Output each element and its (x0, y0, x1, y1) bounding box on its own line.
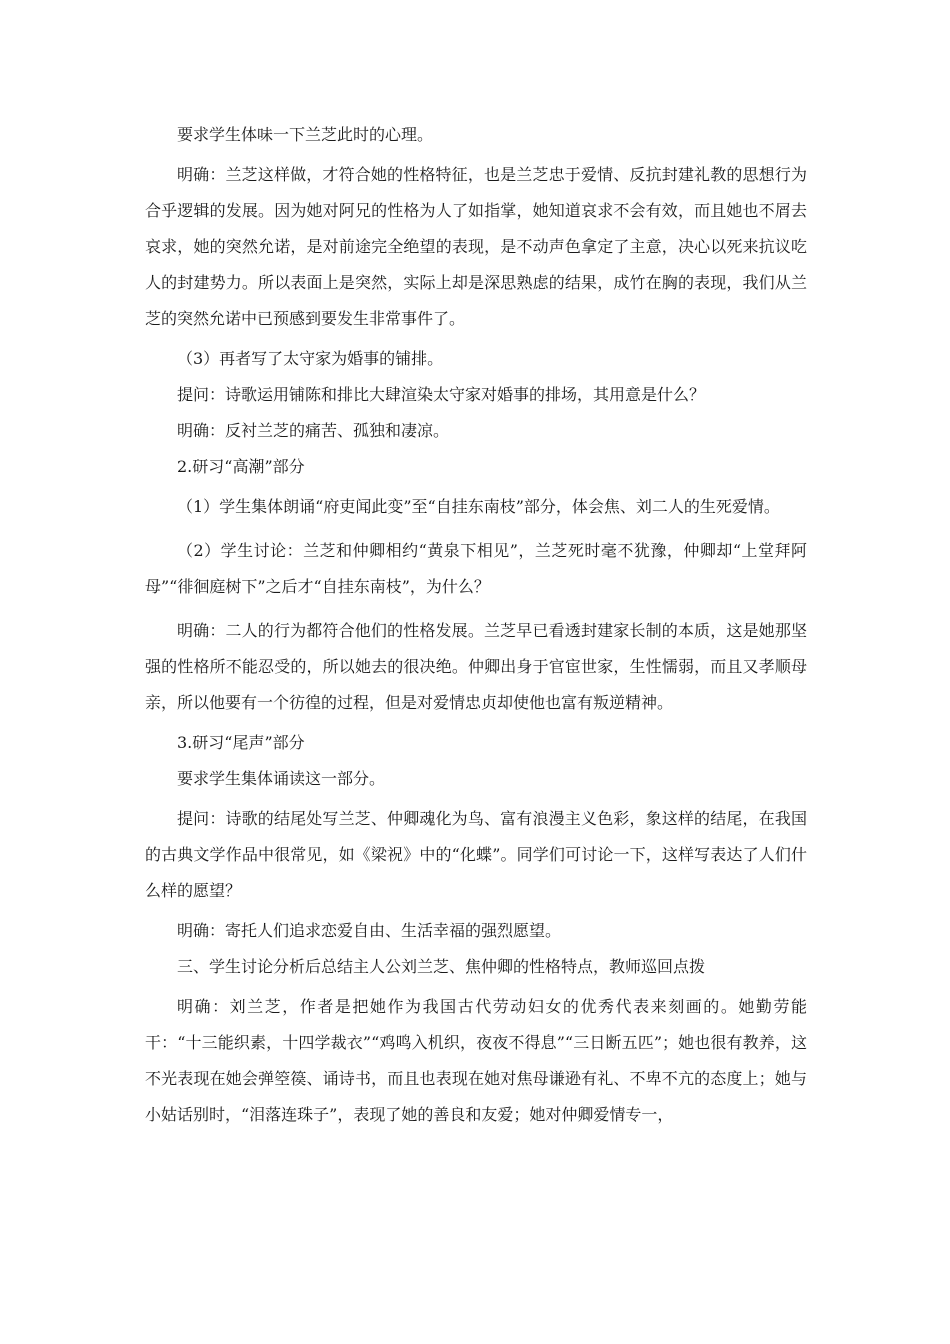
paragraph: 提问：诗歌的结尾处写兰芝、仲卿魂化为鸟、富有浪漫主义色彩，象这样的结尾，在我国的古典文学作品中很常见，如《梁祝》中的“化蝶”。同学们可讨论一下，这样写表达了人们什么样的愿望？ (145, 809, 807, 900)
paragraph: 明确：刘兰芝，作者是把她作为我国古代劳动妇女的优秀代表来刻画的。她勤劳能干：“十三能织素，十四学裁衣”“鸡鸣入机织，夜夜不得息”“三日断五匹”；她也很有教养，这不光表现在她会弹箜篌、诵诗书，而且也表现在她对焦母谦逊有礼、不卑不亢的态度上；她与小姑话别时，“泪落连珠子”，表现了她的善良和友爱；她对仲卿爱情专一， (145, 997, 807, 1124)
section-heading: 3.研习“尾声”部分 (177, 733, 305, 752)
paragraph: 明确：反衬兰芝的痛苦、孤独和凄凉。 (177, 421, 450, 440)
paragraph: 提问：诗歌运用铺陈和排比大肆渲染太守家对婚事的排场，其用意是什么？ (177, 385, 706, 404)
paragraph: 要求学生体味一下兰芝此时的心理。 (177, 125, 434, 144)
paragraph: 明确：兰芝这样做，才符合她的性格特征，也是兰芝忠于爱情、反抗封建礼教的思想行为合乎逻辑的发展。因为她对阿兄的性格为人了如指掌，她知道哀求不会有效，而且她也不屑去哀求，她的突然允诺，是对前途完全绝望的表现，是不动声色拿定了主意，决心以死来抗议吃人的封建势力。所以表面上是突然，实际上却是深思熟虑的结果，成竹在胸的表现，我们从兰芝的突然允诺中已预感到要发生非常事件了。 (145, 165, 807, 328)
section-heading: 三、学生讨论分析后总结主人公刘兰芝、焦仲卿的性格特点，教师巡回点拨 (177, 957, 706, 976)
document-body (145, 121, 807, 1141)
section-heading: 2.研习“高潮”部分 (177, 457, 305, 476)
paragraph: 明确：二人的行为都符合他们的性格发展。兰芝早已看透封建家长制的本质，这是她那坚强的性格所不能忍受的，所以她去的很决绝。仲卿出身于官宦世家，生性懦弱，而且又孝顺母亲，所以他要有一个彷徨的过程，但是对爱情忠贞却使他也富有叛逆精神。 (145, 621, 807, 712)
paragraph: （2）学生讨论：兰芝和仲卿相约“黄泉下相见”，兰芝死时毫不犹豫，仲卿却“上堂拜阿母”“徘徊庭树下”之后才“自挂东南枝”，为什么？ (145, 541, 807, 596)
paragraph: 明确：寄托人们追求恋爱自由、生活幸福的强烈愿望。 (177, 921, 562, 940)
paragraph: （3）再者写了太守家为婚事的铺排。 (177, 349, 444, 368)
paragraph: 要求学生集体诵读这一部分。 (177, 769, 386, 788)
paragraph: （1）学生集体朗诵“府吏闻此变”至“自挂东南枝”部分，体会焦、刘二人的生死爱情。 (177, 497, 780, 516)
